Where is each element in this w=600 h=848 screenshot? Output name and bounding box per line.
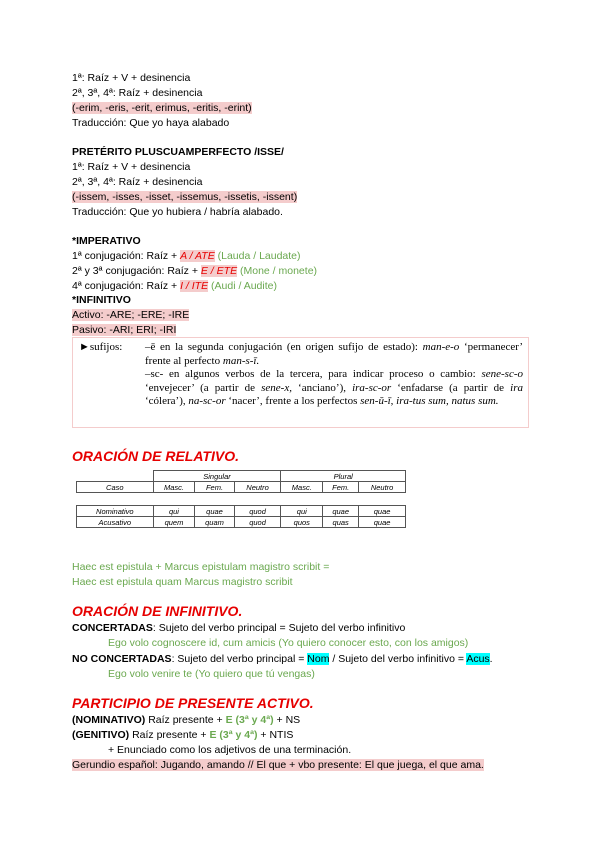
- sufijos-p2-e: ‘anciano’),: [291, 381, 353, 394]
- sufijos-p2-k: ‘nacer’, frente a los perfectos: [225, 395, 361, 407]
- imper-conj-1-example: (Lauda / Laudate): [214, 250, 301, 262]
- gerundio-text: Gerundio español: Jugando, amando // El que + vbo presente: El que juega, el que ama.: [72, 759, 484, 771]
- no-concertadas-line: [72, 652, 493, 666]
- table-cell: quem: [153, 517, 195, 528]
- sufijos-p2-d: sene-x,: [261, 381, 292, 394]
- table-header-group-row: [77, 471, 406, 482]
- no-concertadas-end: .: [489, 653, 493, 665]
- concertadas-example: Ego volo cognoscere id, cum amicis (Yo quiero conocer esto, con los amigos): [108, 637, 469, 649]
- participio-title: PARTICIPIO DE PRESENTE ACTIVO.: [72, 695, 314, 711]
- plusc-translation: Traducción: Que yo hubiera / habría alabado.: [72, 206, 283, 218]
- sufijos-p2-h: ira: [510, 381, 523, 394]
- gerundio-line: [72, 758, 484, 772]
- table-col-header: Neutro: [359, 482, 406, 493]
- table-cell: quam: [195, 517, 234, 528]
- table-row: [77, 506, 406, 517]
- subj-translation: Traducción: Que yo haya alabado: [72, 117, 230, 129]
- subj-endings: [72, 101, 252, 115]
- imper-conj-2-ending: E / ETE: [200, 265, 238, 277]
- participio-genitivo: [72, 728, 293, 742]
- sufijos-p2-i: ‘cólera’),: [145, 395, 189, 407]
- imper-conj-1: [72, 249, 301, 263]
- relativo-example-1: Haec est epistula + Marcus epistulam magistro scribit =: [72, 561, 330, 573]
- acus-highlight: Acus: [466, 653, 490, 665]
- genitivo-text-1: Raíz presente +: [129, 729, 210, 741]
- table-cell: quos: [281, 517, 323, 528]
- sufijos-p2-f: ira-sc-or: [352, 381, 392, 394]
- plusc-line-1: 1ª: Raíz + V + desinencia: [72, 161, 191, 173]
- infin-pasivo-text: Pasivo: -ARI; ERI; -IRI: [72, 324, 177, 336]
- nom-highlight: Nom: [307, 653, 330, 665]
- concertadas-label: CONCERTADAS: [72, 622, 153, 634]
- sufijos-p2-j: na-sc-or: [188, 395, 226, 407]
- table-cell: qui: [281, 506, 323, 517]
- infin-activo-text: Activo: -ARE; -ERE; -IRE: [72, 309, 190, 321]
- table-spacer: [77, 493, 406, 506]
- sufijos-p1-c: ‘permanecer’ frente al perfecto: [145, 341, 523, 367]
- imper-conj-1-label: 1ª conjugación: Raíz +: [72, 250, 181, 262]
- sufijos-label: ►sufijos:: [79, 341, 123, 353]
- table-col-header: Fem.: [195, 482, 234, 493]
- relativo-table: [76, 470, 406, 528]
- table-header-singular: Singular: [153, 471, 281, 482]
- no-concertadas-label: NO CONCERTADAS: [72, 653, 172, 665]
- table-cell: quod: [234, 517, 281, 528]
- imper-heading: *IMPERATIVO: [72, 235, 141, 247]
- table-col-header: Masc.: [281, 482, 323, 493]
- sufijos-p2-l: sen-ŭ-ī, ira-tus sum, natus sum.: [360, 395, 499, 407]
- table-col-header: Neutro: [234, 482, 281, 493]
- table-cell: quae: [359, 506, 406, 517]
- sufijos-p1-a: –ē en la segunda conjugación (en origen sufijo de estado):: [145, 341, 423, 353]
- concertadas-line: [72, 621, 405, 635]
- nominativo-text-1: Raíz presente +: [145, 714, 226, 726]
- subj-line-2: 2ª, 3ª, 4ª: Raíz + desinencia: [72, 87, 203, 99]
- table-header-row: [77, 482, 406, 493]
- nominativo-e: E (3ª y 4ª): [225, 714, 274, 726]
- table-cell: quas: [323, 517, 359, 528]
- sufijos-p1-d: man-s-ī.: [222, 354, 260, 367]
- infin-heading: *INFINITIVO: [72, 294, 131, 306]
- no-concertadas-text-2: / Sujeto del verbo infinitivo =: [329, 653, 467, 665]
- sufijos-para-2: [145, 368, 523, 409]
- relativo-example-2: Haec est epistula quam Marcus magistro scribit: [72, 576, 293, 588]
- table-cell: qui: [153, 506, 195, 517]
- table-row: [77, 517, 406, 528]
- concertadas-text: : Sujeto del verbo principal = Sujeto del verbo infinitivo: [152, 622, 406, 634]
- genitivo-e: E (3ª y 4ª): [209, 729, 258, 741]
- table-col-header: Masc.: [153, 482, 195, 493]
- imper-conj-2-label: 2ª y 3ª conjugación: Raíz +: [72, 265, 201, 277]
- imper-conj-4: [72, 279, 277, 293]
- participio-enunciado: + Enunciado como los adjetivos de una terminación.: [108, 744, 352, 756]
- infin-activo: [72, 308, 189, 322]
- plusc-endings-text: (-issem, -isses, -isset, -issemus, -issetis, -issent): [72, 191, 298, 203]
- imper-conj-2: [72, 264, 317, 278]
- sufijos-p2-b: sene-sc-o: [481, 368, 523, 380]
- sufijos-text: [145, 341, 523, 409]
- table-col-header: Caso: [77, 482, 154, 493]
- sufijos-p2-c: ‘envejecer’ (a partir de: [145, 381, 262, 394]
- genitivo-text-2: + NTIS: [257, 729, 294, 741]
- sufijos-box: [72, 337, 529, 428]
- table-col-header: Fem.: [323, 482, 359, 493]
- imper-conj-2-example: (Mone / monete): [237, 265, 318, 277]
- nominativo-text-2: + NS: [273, 714, 301, 726]
- table-cell: quae: [359, 517, 406, 528]
- table-cell: quae: [195, 506, 234, 517]
- subj-endings-text: (-erim, -eris, -erit, erimus, -eritis, -erint): [72, 102, 252, 114]
- imper-conj-4-label: 4ª conjugación: Raíz +: [72, 280, 181, 292]
- participio-nominativo: [72, 713, 300, 727]
- plusc-heading: PRETÉRITO PLUSCUAMPERFECTO /ISSE/: [72, 146, 284, 158]
- plusc-line-2: 2ª, 3ª, 4ª: Raíz + desinencia: [72, 176, 203, 188]
- sufijos-p2-g: ‘enfadarse (a partir de: [391, 381, 511, 394]
- no-concertadas-example: Ego volo venire te (Yo quiero que tú vengas): [108, 668, 315, 680]
- nominativo-label: (NOMINATIVO): [72, 714, 146, 726]
- sufijos-p1-b: man-e-o: [422, 341, 460, 353]
- table-cell: Acusativo: [77, 517, 154, 528]
- imper-conj-4-ending: I / ITE: [180, 280, 209, 292]
- sufijos-para-1: [145, 341, 523, 368]
- imper-conj-1-ending: A / ATE: [180, 250, 215, 262]
- infin-pasivo: [72, 323, 176, 337]
- table-cell: quod: [234, 506, 281, 517]
- table-header-plural: Plural: [281, 471, 406, 482]
- infinitivo-title: ORACIÓN DE INFINITIVO.: [72, 603, 243, 619]
- no-concertadas-text-1: : Sujeto del verbo principal =: [171, 653, 308, 665]
- table-cell: Nominativo: [77, 506, 154, 517]
- subj-line-1: 1ª: Raíz + V + desinencia: [72, 72, 191, 84]
- genitivo-label: (GENITIVO): [72, 729, 130, 741]
- imper-conj-4-example: (Audi / Audite): [208, 280, 277, 292]
- sufijos-p2-a: –sc- en algunos verbos de la tercera, para indicar proceso o cambio:: [145, 368, 482, 380]
- relativo-title: ORACIÓN DE RELATIVO.: [72, 448, 239, 464]
- table-cell: quae: [323, 506, 359, 517]
- plusc-endings: [72, 190, 297, 204]
